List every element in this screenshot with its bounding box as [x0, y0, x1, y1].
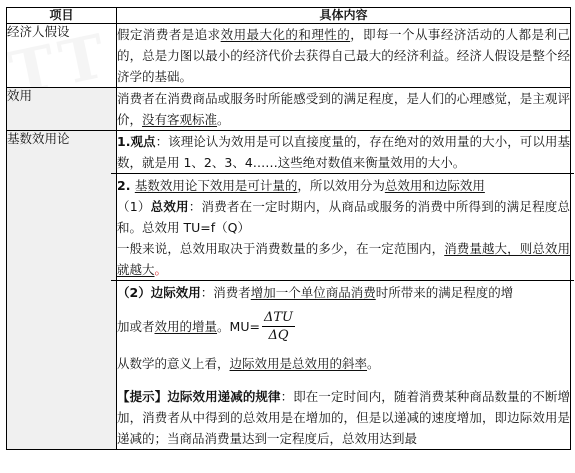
content-table: [6, 7, 571, 450]
text: 。MU=: [217, 318, 260, 334]
header-item: 项目: [7, 8, 117, 24]
text: 从数学的意义上看，: [117, 356, 230, 371]
text: ，即每一个从事经济活动的人都是利己的，总是力图以最小的经济代价去获得自己最大的经济利益。经济人假设是整个经济学的基础。: [117, 27, 570, 84]
section-2: [111, 173, 574, 280]
text: ：即在一定时间内，随着消费某种商品数量的不断增加，消费者从中得到的总效用是在增加的，但是以递减的速度增加，即边际效用是递减的；当商品消费量达到一定程度后，总效用达到最: [117, 389, 570, 446]
header-content: 具体内容: [117, 8, 571, 24]
text: ：该理论认为效用是可以直接度量的，存在绝对的效用量的大小，可以用基数，就是用 1、2、3、4……这些绝对数值来衡量效用的大小。: [117, 134, 570, 170]
text: ：消费者: [200, 285, 251, 300]
underlined-text: 效用最大化的和理性的: [220, 27, 351, 42]
text: （2）边际效用: [117, 285, 201, 300]
marginal-utility-section: [111, 280, 574, 449]
term-economic-man: 经济人假设: [7, 24, 117, 88]
mu-formula-row: [117, 303, 570, 349]
total-utility-paragraph: [117, 196, 570, 238]
text: 2.: [117, 178, 135, 193]
point-2-heading: [117, 175, 570, 196]
tip-paragraph: [117, 386, 570, 449]
row-cardinal-utility: [7, 131, 571, 450]
row-economic-man: [7, 24, 571, 88]
text: 假定消费者是追求: [117, 27, 221, 42]
text: 一般来说，总效用取决于消费数量的多少，在一定范围内，: [117, 241, 445, 256]
table-header-row: [7, 8, 571, 24]
text: 加或者: [117, 318, 155, 334]
mu-fraction: [262, 309, 295, 344]
underlined-text: 边际效用是总效用的斜率: [229, 356, 368, 371]
row-utility: [7, 88, 571, 131]
fraction-numerator: ΔTU: [263, 309, 293, 325]
underlined-text: 效用的增量: [154, 318, 218, 334]
text: 总效用: [150, 199, 189, 214]
content-economic-man: [117, 24, 571, 88]
text: 。: [217, 112, 230, 127]
view-label: 1.观点: [117, 134, 156, 149]
text: ，所以效用分为: [297, 178, 385, 193]
text: 消费者在消费商品或服务时所能感受到的满足程度，是人们的心理感觉，是主观评价，: [117, 91, 570, 127]
marginal-utility-paragraph: [117, 282, 570, 303]
text: （1）: [117, 199, 151, 214]
fraction-denominator: ΔQ: [268, 327, 289, 343]
term-utility: 效用: [7, 88, 117, 131]
text: 时所带来的满足程度的增: [375, 285, 514, 300]
text: 【提示】: [117, 389, 168, 404]
underlined-text: 增加一个单位商品消费: [250, 285, 376, 300]
view-paragraph: [117, 131, 570, 173]
content-cardinal-utility: [117, 131, 571, 450]
text: 。: [154, 262, 168, 277]
spacer: [117, 374, 570, 386]
text: ：消费者在一定时期内，从商品或服务的消费中所得到的满足程度总和。总效用 TU=f（Q）: [117, 199, 570, 235]
underlined-text: 基数效用论下效用是可计量的: [134, 178, 298, 193]
underlined-text: 总效用和边际效用: [384, 178, 485, 193]
total-utility-note: [117, 238, 570, 280]
math-meaning: [117, 353, 570, 374]
text: 。: [367, 356, 380, 371]
underlined-text: 没有客观标准: [142, 112, 218, 127]
term-cardinal-utility: 基数效用论: [7, 131, 117, 450]
content-utility: [117, 88, 571, 131]
underlined-text: 消费量越大，则总效用就越大: [117, 241, 570, 277]
text: 边际效用递减的规律: [167, 389, 281, 404]
